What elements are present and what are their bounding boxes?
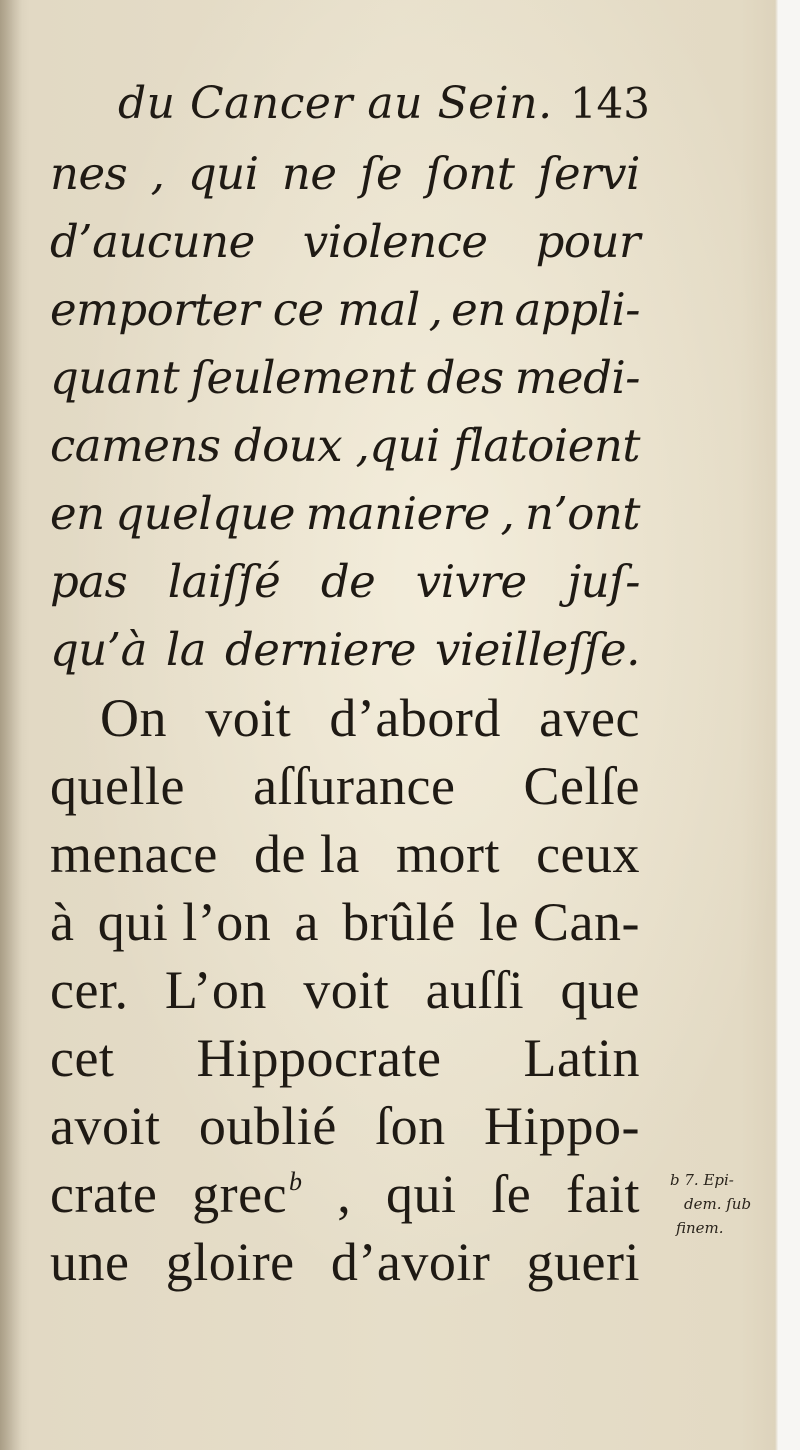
word: avec — [539, 688, 640, 748]
text-line — [50, 1160, 640, 1228]
marginal-note-line: dem. ſub — [684, 1195, 752, 1213]
word: ceux — [536, 824, 640, 884]
word: mort — [395, 824, 500, 884]
text-line — [50, 480, 640, 548]
text-line — [50, 1024, 640, 1092]
text-line — [50, 208, 640, 276]
word: a — [294, 892, 319, 952]
text-line — [50, 820, 640, 888]
text-line — [50, 752, 640, 820]
word: , — [428, 283, 443, 336]
word: ſeulement — [190, 351, 416, 404]
italic-quotation — [50, 140, 640, 684]
word: gueri — [526, 1232, 640, 1292]
word: qu’à — [50, 623, 147, 676]
word: nes — [50, 147, 128, 200]
word: avoit — [50, 1096, 161, 1156]
word: maniere — [305, 487, 490, 540]
word: , — [500, 487, 515, 540]
word: voit — [205, 688, 292, 748]
word: juſ- — [567, 555, 640, 608]
word: Celſe — [523, 756, 640, 816]
word: gloire — [165, 1232, 295, 1292]
word: emporter ce mal — [50, 283, 420, 336]
page-number: 143 — [569, 79, 650, 128]
word: de — [320, 555, 376, 608]
marginal-note — [670, 1168, 770, 1240]
word: de la — [253, 824, 360, 884]
word: quelle — [50, 756, 185, 816]
text-line — [50, 956, 640, 1024]
word: ſe — [359, 147, 403, 200]
word: brûlé — [342, 892, 456, 952]
word: laiſſé — [167, 555, 281, 608]
page-outer-margin — [778, 0, 800, 1450]
word: On — [100, 688, 167, 748]
running-title: du Cancer au Sein. — [118, 78, 553, 129]
word: Hippocrate — [196, 1028, 442, 1088]
word: n’ont — [525, 487, 640, 540]
gutter-shadow — [0, 0, 22, 1450]
word: pour — [535, 215, 640, 268]
word: la — [165, 623, 207, 676]
word: crate — [50, 1164, 158, 1224]
text-line — [50, 684, 640, 752]
word: medi- — [514, 351, 640, 404]
text-line — [50, 140, 640, 208]
word: ne — [281, 147, 337, 200]
roman-paragraph — [50, 684, 640, 1296]
word: L’on — [164, 960, 267, 1020]
word: camens — [50, 419, 221, 472]
footnote-mark: b — [289, 1167, 303, 1196]
word: à — [50, 892, 75, 952]
word: Latin — [523, 1028, 640, 1088]
word: grec$^b$ — [192, 1164, 303, 1224]
running-header — [50, 68, 650, 140]
word: ſe — [491, 1164, 532, 1224]
word: Hippo- — [484, 1096, 640, 1156]
word: ,qui — [355, 419, 440, 472]
marginal-note-line: b 7. Epi- — [670, 1171, 734, 1189]
marginal-note-line: finem. — [676, 1219, 724, 1237]
word: ſervi — [537, 147, 640, 200]
word: en — [50, 487, 105, 540]
word: cet — [50, 1028, 115, 1088]
text-line — [50, 1092, 640, 1160]
word: derniere — [224, 623, 417, 676]
word: , — [150, 147, 165, 200]
word: d’avoir — [330, 1232, 491, 1292]
text-line — [50, 616, 640, 684]
text-line — [50, 276, 640, 344]
word: violence — [302, 215, 488, 268]
text-line — [50, 344, 640, 412]
word: auſſi — [425, 960, 525, 1020]
text-line — [50, 412, 640, 480]
text-block — [50, 68, 650, 1296]
word: vieilleſſe. — [434, 623, 640, 676]
text-line — [50, 1228, 640, 1296]
word: doux — [233, 419, 343, 472]
word: pas — [50, 555, 128, 608]
word: qui — [187, 147, 259, 200]
word: quelque — [115, 487, 296, 540]
word: vivre — [415, 555, 527, 608]
word: d’abord — [329, 688, 501, 748]
word: appli- — [514, 283, 640, 336]
word: oublié — [198, 1096, 337, 1156]
word: qui l’on — [97, 892, 272, 952]
word: aſſurance — [253, 756, 456, 816]
word: flatoient — [453, 419, 640, 472]
word: ſon — [375, 1096, 446, 1156]
text-line — [50, 888, 640, 956]
word: des — [426, 351, 504, 404]
word: qui — [386, 1164, 457, 1224]
text-line — [50, 548, 640, 616]
word: le Can- — [479, 892, 640, 952]
word: quant — [50, 351, 180, 404]
word: menace — [50, 824, 218, 884]
word: , — [337, 1164, 352, 1224]
word: d’aucune — [50, 215, 255, 268]
word: voit — [303, 960, 390, 1020]
word: que — [560, 960, 640, 1020]
word: fait — [565, 1164, 640, 1224]
word: une — [50, 1232, 130, 1292]
word: en — [451, 283, 506, 336]
word: ſont — [425, 147, 515, 200]
word: cer. — [50, 960, 129, 1020]
